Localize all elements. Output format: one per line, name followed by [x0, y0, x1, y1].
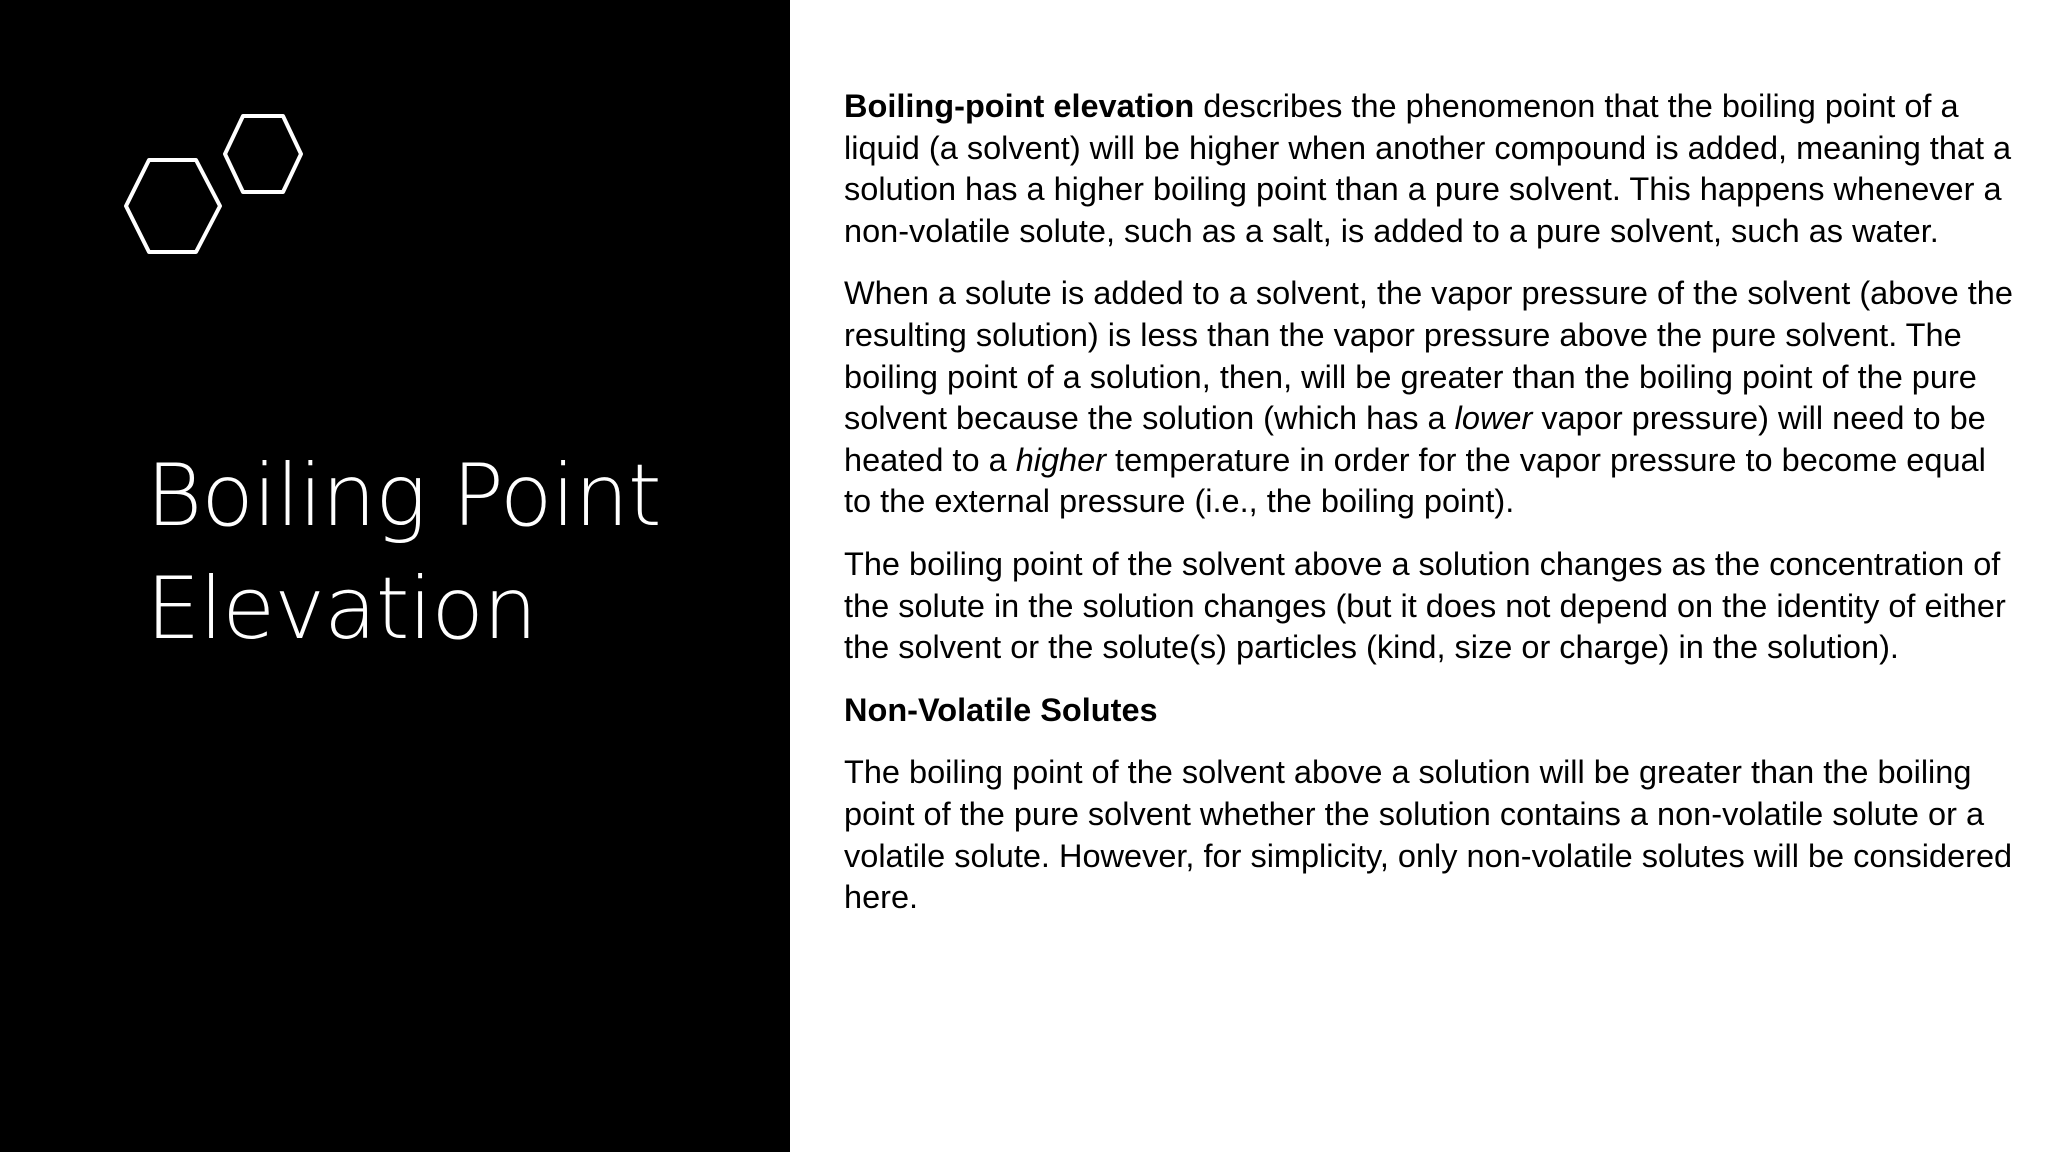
title-line-1: Boiling Point: [146, 446, 661, 546]
paragraph-non-volatile: The boiling point of the solvent above a solution will be greater than the boiling point of the pure solvent whether the solution contains a non-volatile solute or a volatile solute. However, for simplicity, only non-volatile solutes will be considered here.: [844, 754, 2013, 916]
emphasis-higher: higher: [1015, 441, 1107, 478]
hexagon-small-icon: [225, 116, 301, 192]
body-content: [844, 86, 2014, 940]
slide-title: [146, 440, 766, 666]
emphasis-lower: lower: [1454, 400, 1533, 437]
vapor-text-3: temperature in order for the vapor pressure to become equal to the external pressure (i.e., the boiling point).: [844, 441, 1986, 520]
vapor-text-2: vapor pressure) will need to be heated to a: [844, 400, 1986, 478]
definition-text: describes the phenomenon that the boiling point of a liquid (a solvent) will be higher when another compound is added, meaning that a solution has a higher boiling point than a pure solvent. This happens whenever a non-volatile solute, such as a salt, is added to a pure solvent, such as water.: [844, 88, 2012, 249]
section-heading: Non-Volatile Solutes: [844, 691, 1158, 728]
title-line-2: Elevation: [146, 559, 537, 659]
paragraph-vapor-pressure: [844, 273, 2014, 523]
hexagons-icon: [122, 108, 332, 268]
defined-term: Boiling-point elevation: [844, 88, 1195, 124]
vapor-text-1: When a solute is added to a solvent, the vapor pressure of the solvent (above the resulting solution) is less than the vapor pressure above the pure solvent. The boiling point of a solution, then, will be greater than the boiling point of the pure solvent because the solution (which has a: [844, 275, 2013, 437]
paragraph-definition: [844, 86, 2014, 252]
hexagon-large-icon: [126, 160, 220, 252]
title-panel: [0, 0, 790, 1152]
paragraph-concentration: The boiling point of the solvent above a solution changes as the concentration of the solute in the solution changes (but it does not depend on the identity of either the solvent or the solute(s) particles (kind, size or charge) in the solution).: [844, 545, 2006, 666]
